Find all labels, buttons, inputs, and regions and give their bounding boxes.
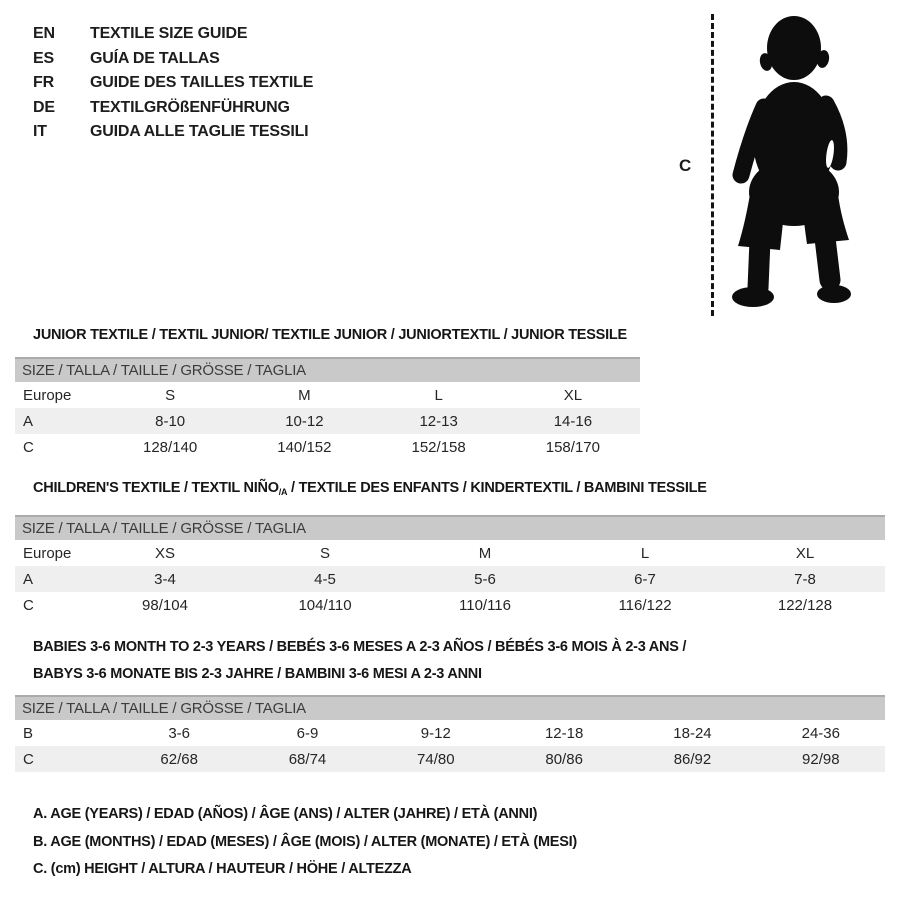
lang-label: GUÍA DE TALLAS (90, 49, 220, 67)
children-title-post: / TEXTILE DES ENFANTS / KINDERTEXTIL / BAMBINI TESSILE (287, 480, 707, 496)
value-cell: 140/152 (277, 438, 332, 456)
lang-code: EN (33, 25, 55, 43)
value-cell: 128/140 (143, 438, 198, 456)
size-cell: L (640, 544, 650, 562)
value-cell: 24-36 (801, 724, 840, 742)
babies-section-title (33, 634, 686, 688)
table-row (15, 434, 640, 460)
row-label: C (23, 438, 34, 456)
value-cell: 92/98 (802, 750, 840, 768)
toddler-silhouette-icon (722, 12, 882, 312)
lang-code: DE (33, 98, 55, 116)
legend-line-a: A. AGE (YEARS) / EDAD (AÑOS) / ÂGE (ANS) / ALTER (JAHRE) / ETÀ (ANNI) (33, 806, 538, 822)
junior-size-table (15, 357, 640, 460)
size-header-label: SIZE / TALLA / TAILLE / GRÖSSE / TAGLIA (15, 358, 640, 382)
size-header-row (15, 696, 885, 720)
table-row (15, 382, 640, 408)
value-cell: 8-10 (155, 412, 186, 430)
children-title-subscript: /A (278, 487, 288, 497)
language-list (33, 22, 313, 145)
size-cell: L (434, 386, 443, 404)
row-label: C (23, 750, 34, 768)
size-header-label: SIZE / TALLA / TAILLE / GRÖSSE / TAGLIA (15, 516, 885, 540)
value-cell: 10-12 (285, 412, 324, 430)
size-cell: M (298, 386, 311, 404)
value-cell: 12-13 (419, 412, 458, 430)
row-label: Europe (23, 386, 72, 404)
value-cell: 6-7 (634, 570, 656, 588)
value-cell: 18-24 (673, 724, 712, 742)
value-cell: 158/170 (545, 438, 600, 456)
value-cell: 3-4 (154, 570, 176, 588)
table-row (15, 720, 885, 746)
lang-label: GUIDA ALLE TAGLIE TESSILI (90, 123, 309, 141)
lang-row-en (33, 22, 313, 47)
children-size-table (15, 515, 885, 618)
table-row (15, 592, 885, 618)
value-cell: 104/110 (298, 596, 352, 614)
children-title-pre: CHILDREN'S TEXTILE / TEXTIL NIÑO (33, 480, 279, 496)
table-row (15, 408, 640, 434)
size-cell: S (165, 386, 176, 404)
size-cell: XS (154, 544, 175, 562)
measurement-legend (33, 801, 577, 884)
value-cell: 122/128 (777, 596, 833, 614)
table-row (15, 540, 885, 566)
lang-row-es (33, 47, 313, 72)
lang-code: ES (33, 49, 54, 67)
value-cell: 9-12 (420, 724, 451, 742)
lang-label: TEXTILGRÖßENFÜHRUNG (90, 98, 290, 116)
value-cell: 6-9 (296, 724, 319, 742)
lang-label: GUIDE DES TAILLES TEXTILE (90, 74, 314, 92)
row-label: C (23, 596, 34, 614)
row-label: Europe (23, 544, 72, 562)
legend-line-c: C. (cm) HEIGHT / ALTURA / HAUTEUR / HÖHE / ALTEZZA (33, 861, 412, 877)
lang-code: IT (33, 123, 47, 141)
size-cell: XL (795, 544, 815, 562)
size-header-row (15, 516, 885, 540)
value-cell: 110/116 (459, 596, 511, 614)
value-cell: 98/104 (142, 596, 188, 614)
size-cell: S (319, 544, 330, 562)
table-row (15, 746, 885, 772)
height-measure-label: C (679, 156, 692, 175)
value-cell: 7-8 (794, 570, 816, 588)
lang-row-fr (33, 71, 313, 96)
value-cell: 14-16 (553, 412, 593, 430)
children-section-title (33, 480, 707, 497)
row-label: A (23, 412, 34, 430)
value-cell: 62/68 (160, 750, 198, 768)
value-cell: 80/86 (545, 750, 583, 768)
babies-title-line2: BABYS 3-6 MONATE BIS 2-3 JAHRE / BAMBINI 3-6 MESI A 2-3 ANNI (33, 666, 482, 682)
lang-code: FR (33, 74, 54, 92)
value-cell: 3-6 (168, 724, 190, 742)
value-cell: 116/122 (618, 596, 672, 614)
row-label: A (23, 570, 34, 588)
legend-line-b: B. AGE (MONTHS) / EDAD (MESES) / ÂGE (MOIS) / ALTER (MONATE) / ETÀ (MESI) (33, 833, 578, 850)
lang-row-it (33, 120, 313, 145)
value-cell: 86/92 (673, 750, 712, 768)
lang-label: TEXTILE SIZE GUIDE (90, 25, 248, 43)
babies-size-table (15, 695, 885, 772)
height-dotted-line (711, 14, 714, 316)
table-row (15, 566, 885, 592)
lang-row-de (33, 96, 313, 121)
junior-section-title: JUNIOR TEXTILE / TEXTIL JUNIOR/ TEXTILE JUNIOR / JUNIORTEXTIL / JUNIOR TESSILE (33, 327, 627, 343)
row-label: B (23, 724, 34, 742)
size-cell: XL (563, 386, 583, 404)
value-cell: 152/158 (411, 438, 466, 456)
value-cell: 74/80 (417, 750, 455, 768)
value-cell: 4-5 (314, 570, 336, 588)
value-cell: 68/74 (288, 750, 327, 768)
size-header-row (15, 358, 640, 382)
value-cell: 12-18 (544, 724, 584, 742)
value-cell: 5-6 (474, 570, 496, 588)
babies-title-line1: BABIES 3-6 MONTH TO 2-3 YEARS / BEBÉS 3-6 MESES A 2-3 AÑOS / BÉBÉS 3-6 MOIS À 2-3 ANS / (33, 639, 687, 655)
size-cell: M (478, 544, 492, 562)
size-header-label: SIZE / TALLA / TAILLE / GRÖSSE / TAGLIA (15, 696, 885, 720)
